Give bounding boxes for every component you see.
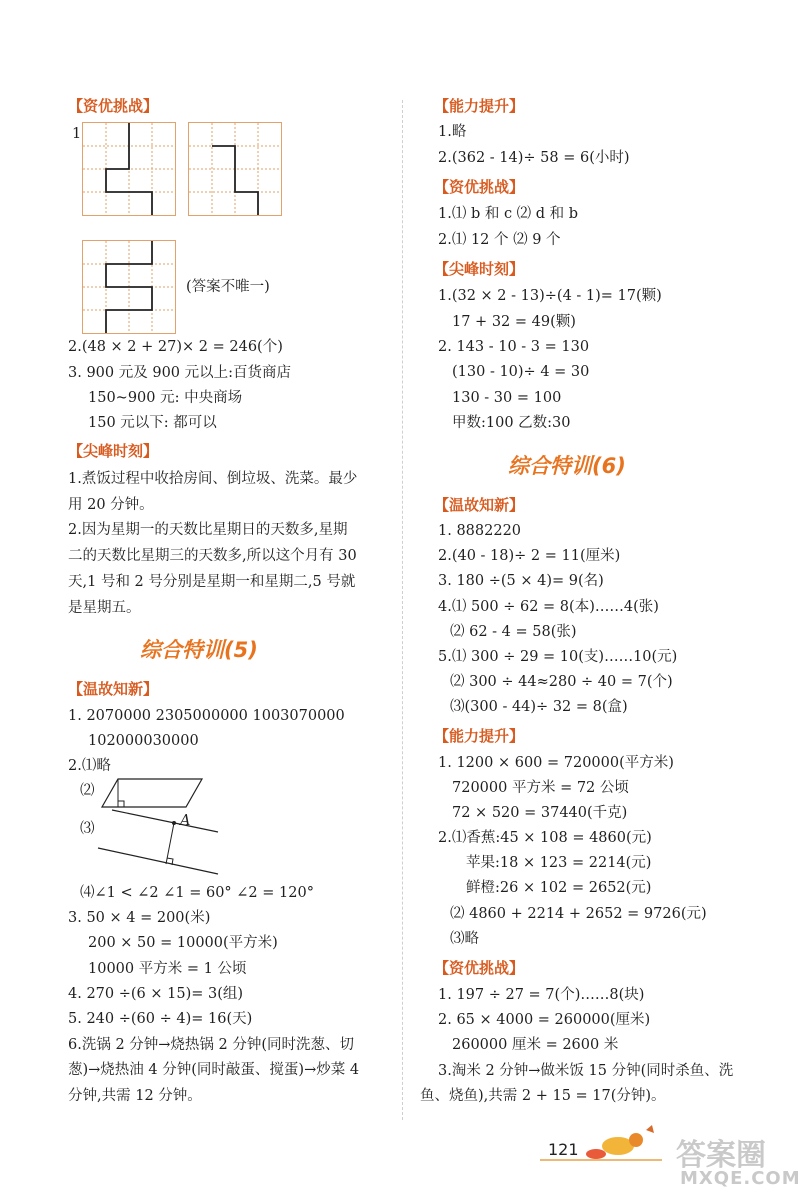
- section-header-wgzx-left: 【温故知新】: [68, 680, 159, 698]
- right-k2: 2.(40 - 18)÷ 2 = 11(厘米): [438, 548, 621, 564]
- right-j2b: (130 - 10)÷ 4 = 30: [452, 364, 590, 380]
- right-n1b: 720000 平方米 = 72 公顷: [452, 780, 629, 796]
- left-w2b: ⑵: [80, 783, 95, 799]
- right-k1: 1. 8882220: [438, 523, 522, 539]
- right-r2: 2.(362 - 14)÷ 58 = 6(小时): [438, 150, 630, 166]
- left-q2: 2.(48 × 2 + 27)× 2 = 246(个): [68, 339, 283, 355]
- section-header-jfsk-left: 【尖峰时刻】: [68, 442, 159, 460]
- right-z1: 1.⑴ b 和 c ⑵ d 和 b: [438, 206, 579, 222]
- left-p2b: 二的天数比星期三的天数多,所以这个月有 30: [68, 548, 357, 564]
- right-j2c: 130 - 30 = 100: [452, 390, 562, 406]
- right-k4a: 4.⑴ 500 ÷ 62 = 8(本)……4(张): [438, 599, 659, 615]
- left-p2d: 是星期五。: [68, 600, 141, 616]
- right-y1: 1. 197 ÷ 27 = 7(个)……8(块): [438, 987, 645, 1003]
- right-n2e: ⑶略: [450, 931, 479, 947]
- left-w6c: 分钟,共需 12 分钟。: [68, 1088, 202, 1104]
- q1-label: 1.: [72, 126, 86, 142]
- left-w1a: 1. 2070000 2305000000 1003070000: [68, 708, 345, 724]
- section-title-5: 综合特训(5): [140, 638, 258, 662]
- grid-figure-2: [188, 122, 282, 216]
- left-p2c: 天,1 号和 2 号分别是星期一和星期二,5 号就: [68, 574, 356, 590]
- left-w2d: ⑷∠1 < ∠2 ∠1 = 60° ∠2 = 120°: [80, 885, 314, 901]
- right-n1a: 1. 1200 × 600 = 720000(平方米): [438, 755, 674, 771]
- right-y2a: 2. 65 × 4000 = 260000(厘米): [438, 1012, 651, 1028]
- left-q3a: 3. 900 元及 900 元以上:百货商店: [68, 365, 292, 381]
- left-w3a: 3. 50 × 4 = 200(米): [68, 910, 211, 926]
- left-q3c: 150 元以下: 都可以: [88, 415, 217, 431]
- left-w1b: 102000030000: [88, 733, 199, 749]
- section-header-wgzx-right: 【温故知新】: [434, 496, 525, 514]
- left-w3c: 10000 平方米 = 1 公顷: [88, 961, 247, 977]
- right-z2: 2.⑴ 12 个 ⑵ 9 个: [438, 232, 561, 248]
- right-k5c: ⑶(300 - 44)÷ 32 = 8(盒): [450, 699, 628, 715]
- section-header-nlts-right-2: 【能力提升】: [434, 727, 525, 745]
- right-n2b: 苹果:18 × 123 = 2214(元): [466, 855, 652, 871]
- right-y3b: 鱼、烧鱼),共需 2 + 15 = 17(分钟)。: [420, 1088, 666, 1104]
- left-p1b: 用 20 分钟。: [68, 497, 154, 513]
- left-p2a: 2.因为星期一的天数比星期日的天数多,星期: [68, 522, 348, 538]
- right-y3a: 3.淘米 2 分钟→做米饭 15 分钟(同时杀鱼、洗: [438, 1063, 734, 1079]
- right-n1c: 72 × 520 = 37440(千克): [452, 805, 628, 821]
- section-header-zyt-right: 【资优挑战】: [434, 178, 525, 196]
- right-j2a: 2. 143 - 10 - 3 = 130: [438, 339, 590, 355]
- right-k4b: ⑵ 62 - 4 = 58(张): [450, 624, 577, 640]
- left-w2c: ⑶: [80, 821, 95, 837]
- section-header-nlts-right: 【能力提升】: [434, 97, 525, 115]
- answer-not-unique-note: (答案不唯一): [186, 279, 270, 295]
- parallel-lines-figure: [94, 808, 224, 880]
- grid-figure-3: [82, 240, 176, 334]
- right-j1b: 17 + 32 = 49(颗): [452, 314, 576, 330]
- right-n2d: ⑵ 4860 + 2214 + 2652 = 9726(元): [450, 906, 707, 922]
- watermark-logo: 答案圈: [676, 1138, 766, 1173]
- section-header-jfsk-right: 【尖峰时刻】: [434, 260, 525, 278]
- right-y2b: 260000 厘米 = 2600 米: [452, 1037, 619, 1053]
- watermark-url: MXQE.COM: [680, 1168, 801, 1189]
- right-k3: 3. 180 ÷(5 × 4)= 9(名): [438, 573, 604, 589]
- section-header-zyt-right-2: 【资优挑战】: [434, 959, 525, 977]
- left-w3b: 200 × 50 = 10000(平方米): [88, 935, 278, 951]
- left-w5: 5. 240 ÷(60 ÷ 4)= 16(天): [68, 1011, 253, 1027]
- grid-figure-1: [82, 122, 176, 216]
- section-header-zyt-left: 【资优挑战】: [68, 97, 159, 115]
- left-q3b: 150~900 元: 中央商场: [88, 390, 243, 406]
- section-title-6: 综合特训(6): [508, 454, 626, 478]
- right-n2c: 鲜橙:26 × 102 = 2652(元): [466, 880, 652, 896]
- right-r1: 1.略: [438, 124, 467, 140]
- right-j1a: 1.(32 × 2 - 13)÷(4 - 1)= 17(颗): [438, 288, 662, 304]
- right-n2a: 2.⑴香蕉:45 × 108 = 4860(元): [438, 830, 652, 846]
- left-w2: 2.⑴略: [68, 758, 111, 774]
- right-k5a: 5.⑴ 300 ÷ 29 = 10(支)……10(元): [438, 649, 678, 665]
- point-a-label: A: [180, 813, 191, 829]
- right-k5b: ⑵ 300 ÷ 44≈280 ÷ 40 = 7(个): [450, 674, 673, 690]
- left-w6b: 葱)→烧热油 4 分钟(同时敲蛋、搅蛋)→炒菜 4: [68, 1062, 360, 1078]
- left-w6a: 6.洗锅 2 分钟→烧热锅 2 分钟(同时洗葱、切: [68, 1037, 355, 1053]
- page-number: 121: [548, 1140, 579, 1159]
- right-j2d: 甲数:100 乙数:30: [452, 415, 571, 431]
- left-p1a: 1.煮饭过程中收拾房间、倒垃圾、洗菜。最少: [68, 471, 358, 487]
- column-divider: [402, 100, 403, 1120]
- left-w4: 4. 270 ÷(6 × 15)= 3(组): [68, 986, 244, 1002]
